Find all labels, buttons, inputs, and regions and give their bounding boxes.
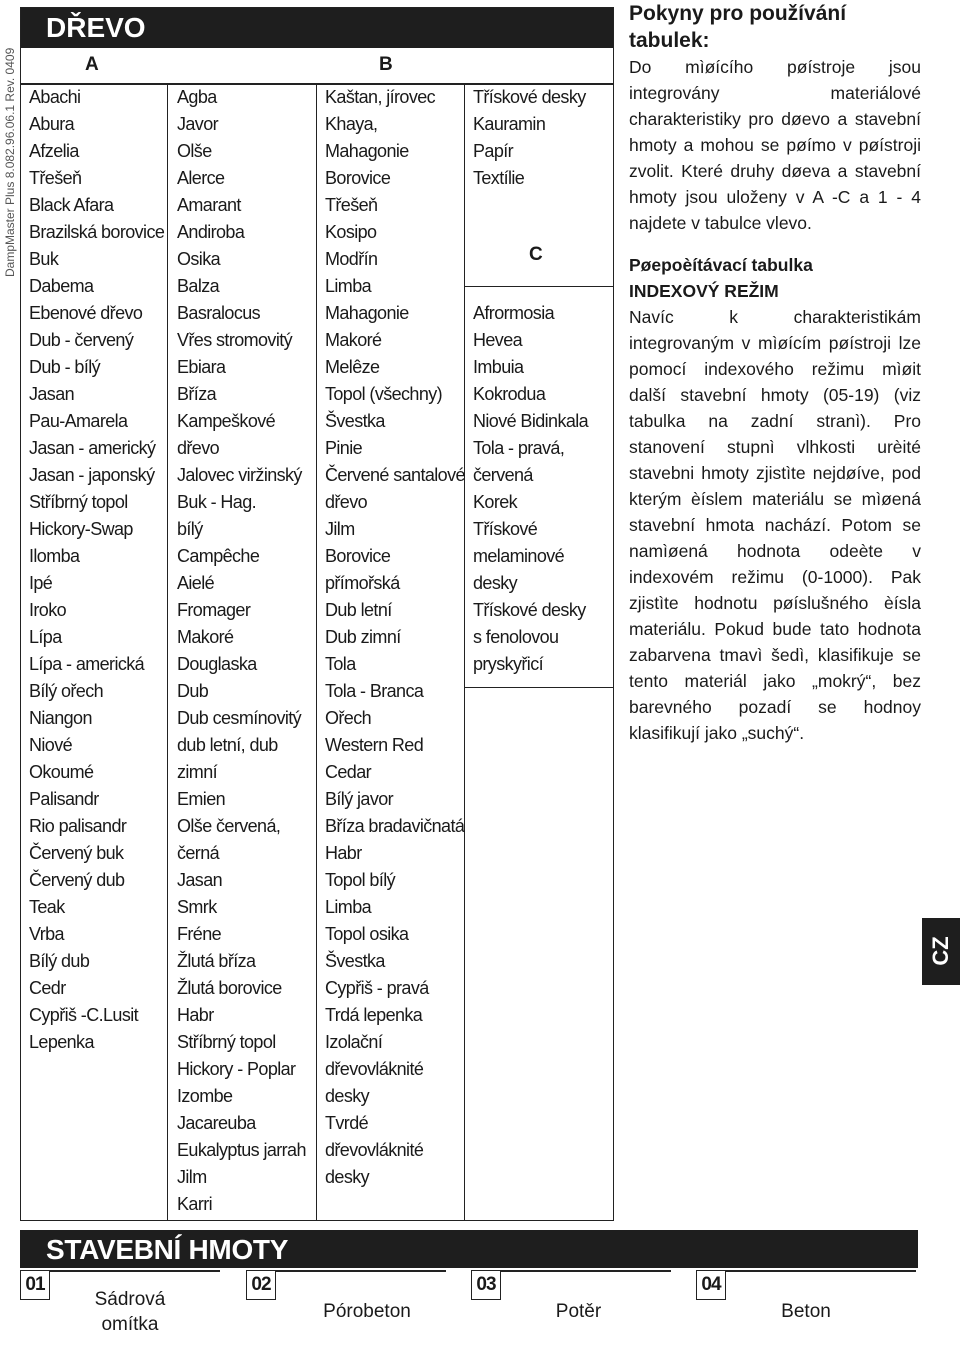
wood-species-item: melaminové [473, 546, 565, 566]
wood-species-item: Melêze [325, 357, 380, 377]
wood-species-item: Jacareuba [177, 1113, 256, 1133]
wood-species-item: Aielé [177, 573, 215, 593]
wood-species-item: Buk - Hag. [177, 492, 257, 512]
wood-species-item: Okoumé [29, 762, 94, 782]
wood-species-item: Agba [177, 87, 217, 107]
wood-species-item: dřevovláknité [325, 1059, 424, 1079]
wood-species-item: desky [473, 573, 518, 593]
wood-column-b3 [473, 84, 586, 192]
wood-species-item: desky [325, 1167, 370, 1187]
instructions-paragraph-1: Do mìøícího pøístroje jsou integrovány materiálové charakteristiky pro døevo a stavební hmoty a mohou se pøímo v pøístroji zvolit. Které druhy døeva a stavební hmoty jsou uloženy v A -C a 1 - 4 najdete v tabulce vlevo. [629, 57, 921, 233]
wood-species-item: pryskyřicí [473, 654, 543, 674]
wood-species-item: Ebenové dřevo [29, 303, 143, 323]
wood-species-item: Dabema [29, 276, 94, 296]
wood-species-item: Jasan - americký [29, 438, 156, 458]
wood-species-item: Tola - pravá, [473, 438, 565, 458]
wood-species-item: Makoré [325, 330, 382, 350]
wood-species-item: Lepenka [29, 1032, 94, 1052]
wood-species-item: Cedar [325, 762, 372, 782]
wood-species-item: Niové [29, 735, 73, 755]
material-label: Beton [781, 1301, 831, 1322]
wood-species-item: Dub - červený [29, 330, 134, 350]
wood-species-item: dřevo [325, 492, 368, 512]
instructions-paragraph-2: Navíc k charakteristikám integrovaným v mìøícím pøístroji lze pomocí indexového režimu mìøit další stavební hmoty (05-19) (viz tabulka na zadní stranì). Pro stanovení stupnì vlhkosti urèité stavebni hmoty zjistìte nejdøíve, pod kterým èíslem materiálu se mìøená stavební hmota nachází. Potom se namìøená hodnota odeète v indexovém režimu (0-1000). Pak zjistìte hodnotu pøíslušného èísla materiálu. Pokud bude tato hodnota zabarvena tmavì šedì, klasifikuje se tento materiál jako „mokrý“, bez barevného pozadí se hodnoy klasifikují jako „suchý“. [629, 307, 921, 743]
wood-species-item: Mahagonie [325, 141, 409, 161]
item-rule [471, 1270, 671, 1272]
column-a-header: A [85, 54, 99, 75]
wood-species-item: Cedr [29, 978, 66, 998]
wood-species-item: Niangon [29, 708, 92, 728]
wood-species-item: Emien [177, 789, 226, 809]
wood-species-item: Hevea [473, 330, 523, 350]
wood-species-item: Dub letní [325, 600, 392, 620]
wood-species-item: Kauramin [473, 114, 546, 134]
index-mode-heading: INDEXOVÝ REŽIM [629, 281, 779, 301]
wood-species-item: Black Afara [29, 195, 114, 215]
wood-species-item: Javor [177, 114, 219, 134]
wood-species-item: Khaya, [325, 114, 378, 134]
wood-species-item: Iroko [29, 600, 67, 620]
wood-column-b2 [325, 84, 465, 1191]
wood-species-item: Ebiara [177, 357, 226, 377]
item-rule [696, 1270, 916, 1272]
material-number: 03 [471, 1270, 501, 1300]
wood-species-item: Hickory-Swap [29, 519, 133, 539]
wood-species-item: Jasan [29, 384, 75, 404]
wood-species-item: Afzelia [29, 141, 79, 161]
wood-species-item: Cypřiš -C.Lusit [29, 1005, 139, 1025]
wood-species-item: Třešeň [325, 195, 378, 215]
wood-species-item: Kampeškové [177, 411, 276, 431]
wood-species-item: Červený dub [29, 870, 125, 890]
wood-species-item: Western Red [325, 735, 424, 755]
wood-species-item: desky [325, 1086, 370, 1106]
conversion-table-heading: Pøepoèítávací tabulka [629, 255, 813, 275]
wood-species-item: Karri [177, 1194, 213, 1214]
wood-species-item: Vřes stromovitý [177, 330, 293, 350]
wood-species-item: Švestka [325, 411, 385, 431]
wood-species-item: Dub - bílý [29, 357, 101, 377]
wood-species-item: Bílý javor [325, 789, 394, 809]
wood-species-item: Dub [177, 681, 209, 701]
column-b-header: B [379, 54, 393, 75]
wood-species-item: Cypřiš - pravá [325, 978, 429, 998]
wood-species-item: Campêche [177, 546, 260, 566]
wood-species-item: Fréne [177, 924, 222, 944]
wood-species-item: Třešeň [29, 168, 82, 188]
wood-species-item: Olše červená, [177, 816, 281, 836]
side-label [0, 0, 18, 290]
wood-title: DŘEVO [46, 12, 146, 43]
wood-species-item: Hickory - Poplar [177, 1059, 296, 1079]
wood-species-item: Jalovec viržinský [177, 465, 302, 485]
wood-title-bar [21, 8, 613, 48]
language-tab [922, 918, 960, 985]
wood-species-item: Třískové [473, 519, 538, 539]
wood-species-item: Stříbrný topol [29, 492, 128, 512]
item-rule [20, 1270, 220, 1272]
wood-species-item: Bílý dub [29, 951, 90, 971]
wood-species-item: Jilm [325, 519, 355, 539]
wood-species-item: Trdá lepenka [325, 1005, 423, 1025]
wood-species-item: Kosipo [325, 222, 377, 242]
wood-species-item: Tola [325, 654, 356, 674]
wood-species-item: Švestka [325, 951, 385, 971]
wood-species-item: Kaštan, jírovec [325, 87, 436, 107]
wood-species-item: s fenolovou [473, 627, 559, 647]
wood-table [20, 7, 614, 1221]
wood-species-item: přímořská [325, 573, 400, 593]
wood-species-item: Kokrodua [473, 384, 546, 404]
wood-species-item: Fromager [177, 600, 251, 620]
wood-species-item: Dub cesmínovitý [177, 708, 302, 728]
building-materials-title-bar [20, 1230, 918, 1268]
instructions-title: Pokyny pro používání tabulek: [629, 2, 847, 52]
wood-species-item: Habr [325, 843, 362, 863]
wood-species-item: Borovice [325, 546, 391, 566]
wood-species-item: dřevo [177, 438, 220, 458]
wood-species-item: Červené santalové [325, 465, 465, 485]
wood-species-item: Osika [177, 249, 221, 269]
wood-species-item: Jasan [177, 870, 223, 890]
wood-species-item: Makoré [177, 627, 234, 647]
wood-species-item: Limba [325, 276, 372, 296]
material-number: 02 [246, 1270, 276, 1300]
wood-species-item: Limba [325, 897, 372, 917]
wood-column-c [473, 300, 588, 678]
material-label: Pórobeton [323, 1301, 411, 1322]
material-label: Potěr [555, 1301, 602, 1322]
wood-species-item: Amarant [177, 195, 241, 215]
wood-species-item: Eukalyptus jarrah [177, 1140, 306, 1160]
wood-species-item: Balza [177, 276, 220, 296]
wood-species-item: dřevovláknité [325, 1140, 424, 1160]
wood-species-item: Abura [29, 114, 75, 134]
wood-species-item: Ilomba [29, 546, 80, 566]
wood-species-item: Imbuia [473, 357, 524, 377]
wood-species-item: Jasan - japonský [29, 465, 155, 485]
wood-species-item: Pinie [325, 438, 363, 458]
wood-species-item: Niové Bidinkala [473, 411, 589, 431]
wood-species-item: Stříbrný topol [177, 1032, 276, 1052]
wood-species-item: zimní [177, 762, 218, 782]
wood-species-item: Rio palisandr [29, 816, 127, 836]
section-c-end [464, 687, 613, 688]
wood-species-item: Modřín [325, 249, 378, 269]
wood-species-item: Žlutá borovice [177, 978, 282, 998]
wood-species-item: Teak [29, 897, 65, 917]
wood-species-item: Pau-Amarela [29, 411, 128, 431]
wood-species-item: Andiroba [177, 222, 245, 242]
wood-species-item: dub letní, dub [177, 735, 278, 755]
wood-species-item: Ořech [325, 708, 372, 728]
wood-species-item: Tvrdé [325, 1113, 369, 1133]
wood-species-item: Žlutá bříza [177, 951, 256, 971]
material-number: 01 [20, 1270, 50, 1300]
document-code: DampMaster Plus 8.082.96.06.1 Rev. 0409 [3, 47, 17, 277]
wood-species-item: Borovice [325, 168, 391, 188]
wood-species-item: Tola - Branca [325, 681, 424, 701]
wood-species-item: Palisandr [29, 789, 99, 809]
wood-species-item: Dub zimní [325, 627, 401, 647]
wood-species-item: Jilm [177, 1167, 207, 1187]
wood-species-item: Buk [29, 249, 59, 269]
wood-species-item: Korek [473, 492, 518, 512]
wood-species-item: Afrormosia [473, 303, 555, 323]
wood-species-item: Topol osika [325, 924, 409, 944]
wood-species-item: Lípa [29, 627, 62, 647]
wood-species-item: Abachi [29, 87, 81, 107]
material-label: Sádrová omítka [94, 1289, 166, 1335]
wood-species-item: Topol (všechny) [325, 384, 443, 404]
wood-species-item: Bříza [177, 384, 217, 404]
wood-species-item: Izolační [325, 1032, 383, 1052]
wood-species-item: Smrk [177, 897, 217, 917]
building-materials-title: STAVEBNÍ HMOTY [46, 1234, 289, 1265]
wood-species-item: černá [177, 843, 220, 863]
wood-column-b1 [177, 84, 306, 1218]
wood-species-item: Izombe [177, 1086, 233, 1106]
wood-species-item: Vrba [29, 924, 64, 944]
wood-species-item: Mahagonie [325, 303, 409, 323]
wood-column-a [29, 84, 164, 1056]
material-number: 04 [696, 1270, 726, 1300]
wood-species-item: Ipé [29, 573, 53, 593]
wood-species-item: Lípa - americká [29, 654, 145, 674]
wood-species-item: Alerce [177, 168, 225, 188]
wood-species-item: Topol bílý [325, 870, 396, 890]
wood-species-item: Bříza bradavičnatá [325, 816, 465, 836]
wood-species-item: červená [473, 465, 533, 485]
wood-species-item: Basralocus [177, 303, 261, 323]
wood-species-item: Habr [177, 1005, 214, 1025]
wood-species-item: bílý [177, 519, 203, 539]
wood-species-item: Olše [177, 141, 212, 161]
wood-species-item: Brazilská borovice [29, 222, 165, 242]
item-rule [246, 1270, 446, 1272]
wood-species-item: Bílý ořech [29, 681, 104, 701]
wood-species-item: Červený buk [29, 843, 124, 863]
column-c-header: C [529, 244, 543, 265]
section-c-divider [464, 286, 613, 287]
wood-species-item: Douglaska [177, 654, 257, 674]
wood-species-item: Papír [473, 141, 514, 161]
column-divider [316, 83, 317, 1220]
column-divider [167, 83, 168, 1220]
wood-species-item: Textílie [473, 168, 525, 188]
instructions-panel [629, 0, 921, 746]
wood-species-item: Třískové desky [473, 87, 586, 107]
language-tab-label: CZ [928, 936, 953, 966]
wood-species-item: Třískové desky [473, 600, 586, 620]
